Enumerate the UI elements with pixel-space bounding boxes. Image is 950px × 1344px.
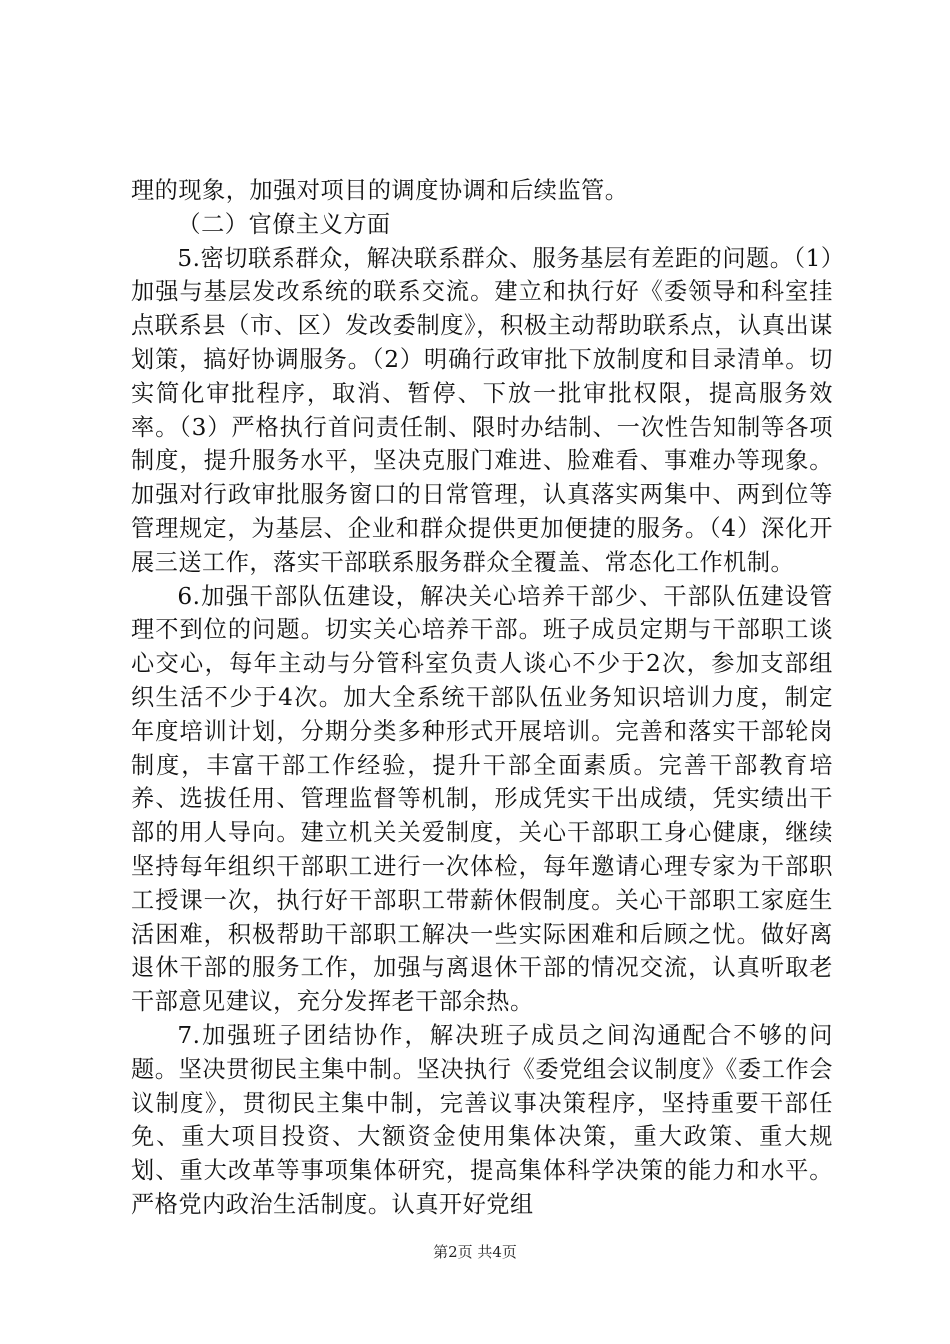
page-number-footer: 第2页 共4页: [433, 1243, 517, 1261]
paragraph-item-5: 5.密切联系群众，解决联系群众、服务基层有差距的问题。（1）加强与基层发改系统的联系交流。建立和执行好《委领导和科室挂点联系县（市、区）发改委制度》，积极主动帮助联系点，认真出谋划策，搞好协调服务。（2）明确行政审批下放制度和目录清单。切实简化审批程序，取消、暂停、下放一批审批权限，提高服务效率。（3）严格执行首问责任制、限时办结制、一次性告知制等各项制度，提升服务水平，坚决克服门难进、脸难看、事难办等现象。加强对行政审批服务窗口的日常管理，认真落实两集中、两到位等管理规定，为基层、企业和群众提供更加便捷的服务。（4）深化开展三送工作，落实干部联系服务群众全覆盖、常态化工作机制。: [131, 244, 833, 576]
paragraph-item-6: 6.加强干部队伍建设，解决关心培养干部少、干部队伍建设管理不到位的问题。切实关心培养干部。班子成员定期与干部职工谈心交心，每年主动与分管科室负责人谈心不少于2次，参加支部组织生活不少于4次。加大全系统干部队伍业务知识培训力度，制定年度培训计划，分期分类多种形式开展培训。完善和落实干部轮岗制度，丰富干部工作经验，提升干部全面素质。完善干部教育培养、选拔任用、管理监督等机制，形成凭实干出成绩，凭实绩出干部的用人导向。建立机关关爱制度，关心干部职工身心健康，继续坚持每年组织干部职工进行一次体检，每年邀请心理专家为干部职工授课一次，执行好干部职工带薪休假制度。关心干部职工家庭生活困难，积极帮助干部职工解决一些实际困难和后顾之忧。做好离退休干部的服务工作，加强与离退休干部的情况交流，认真听取老干部意见建议，充分发挥老干部余热。: [131, 582, 833, 1016]
paragraph-1: 理的现象，加强对项目的调度协调和后续监管。: [131, 177, 629, 204]
paragraph-item-7: 7.加强班子团结协作，解决班子成员之间沟通配合不够的问题。坚决贯彻民主集中制。坚决执行《委党组会议制度》《委工作会议制度》，贯彻民主集中制，完善议事决策程序，坚持重要干部任免、重大项目投资、大额资金使用集体决策，重大政策、重大规划、重大改革等事项集体研究，提高集体科学决策的能力和水平。严格党内政治生活制度。认真开好党组: [131, 1021, 833, 1218]
section-heading: （二）官僚主义方面: [177, 210, 391, 238]
document-body: [131, 174, 833, 1222]
